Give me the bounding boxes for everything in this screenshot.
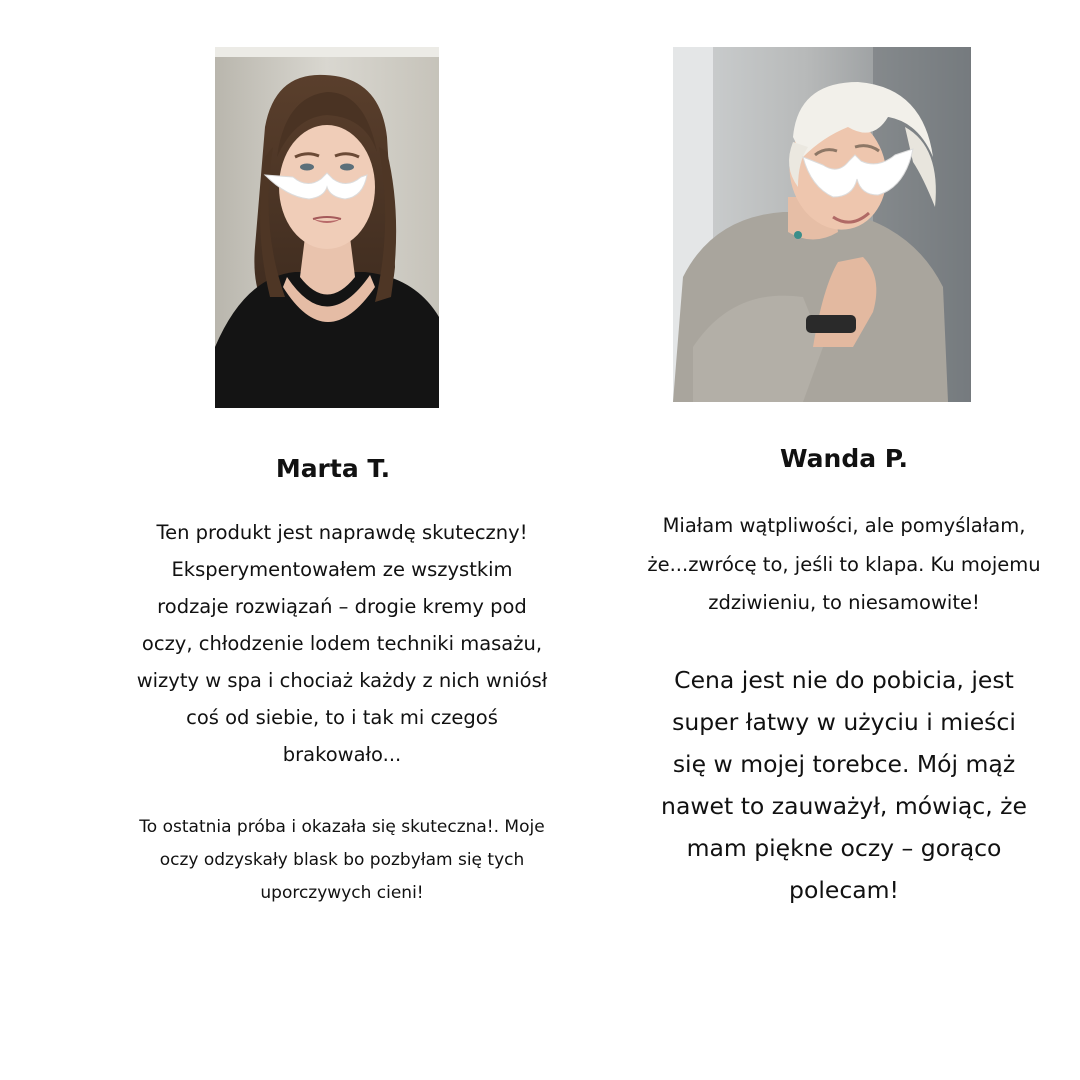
testimonial-name-wanda: Wanda P.: [779, 444, 909, 473]
testimonial-review-marta-part1: Ten produkt jest naprawdę skuteczny! Eksperymentowałem ze wszystkim rodzaje rozwiązań – drogie kremy pod oczy, chłodzenie lodem techniki masażu, wizyty w spa i chociaż każdy z nich wniósł coś od siebie, to i tak mi czegoś brakowało...: [136, 521, 548, 766]
testimonial-review-marta-part2: To ostatnia próba i okazała się skuteczna!. Moje oczy odzyskały blask bo pozbyłam się tych uporczywych cieni!: [139, 817, 545, 903]
photo-wanda-illustration: [673, 47, 971, 402]
photo-marta-illustration: [215, 47, 439, 408]
testimonial-name-marta: Marta T.: [275, 454, 391, 483]
testimonial-review-wanda-part1: Miałam wątpliwości, ale pomyślałam, że...zwrócę to, jeśli to klapa. Ku mojemu zdziwieniu, to niesamowite!: [647, 514, 1041, 614]
testimonial-photo-marta: [215, 47, 439, 408]
testimonial-review-wanda-part2: Cena jest nie do pobicia, jest super łatwy w użyciu i mieści się w mojej torebce. Mój mąż nawet to zauważył, mówiąc, że mam piękne oczy – gorąco polecam!: [661, 666, 1027, 904]
testimonial-photo-wanda: [673, 47, 971, 402]
